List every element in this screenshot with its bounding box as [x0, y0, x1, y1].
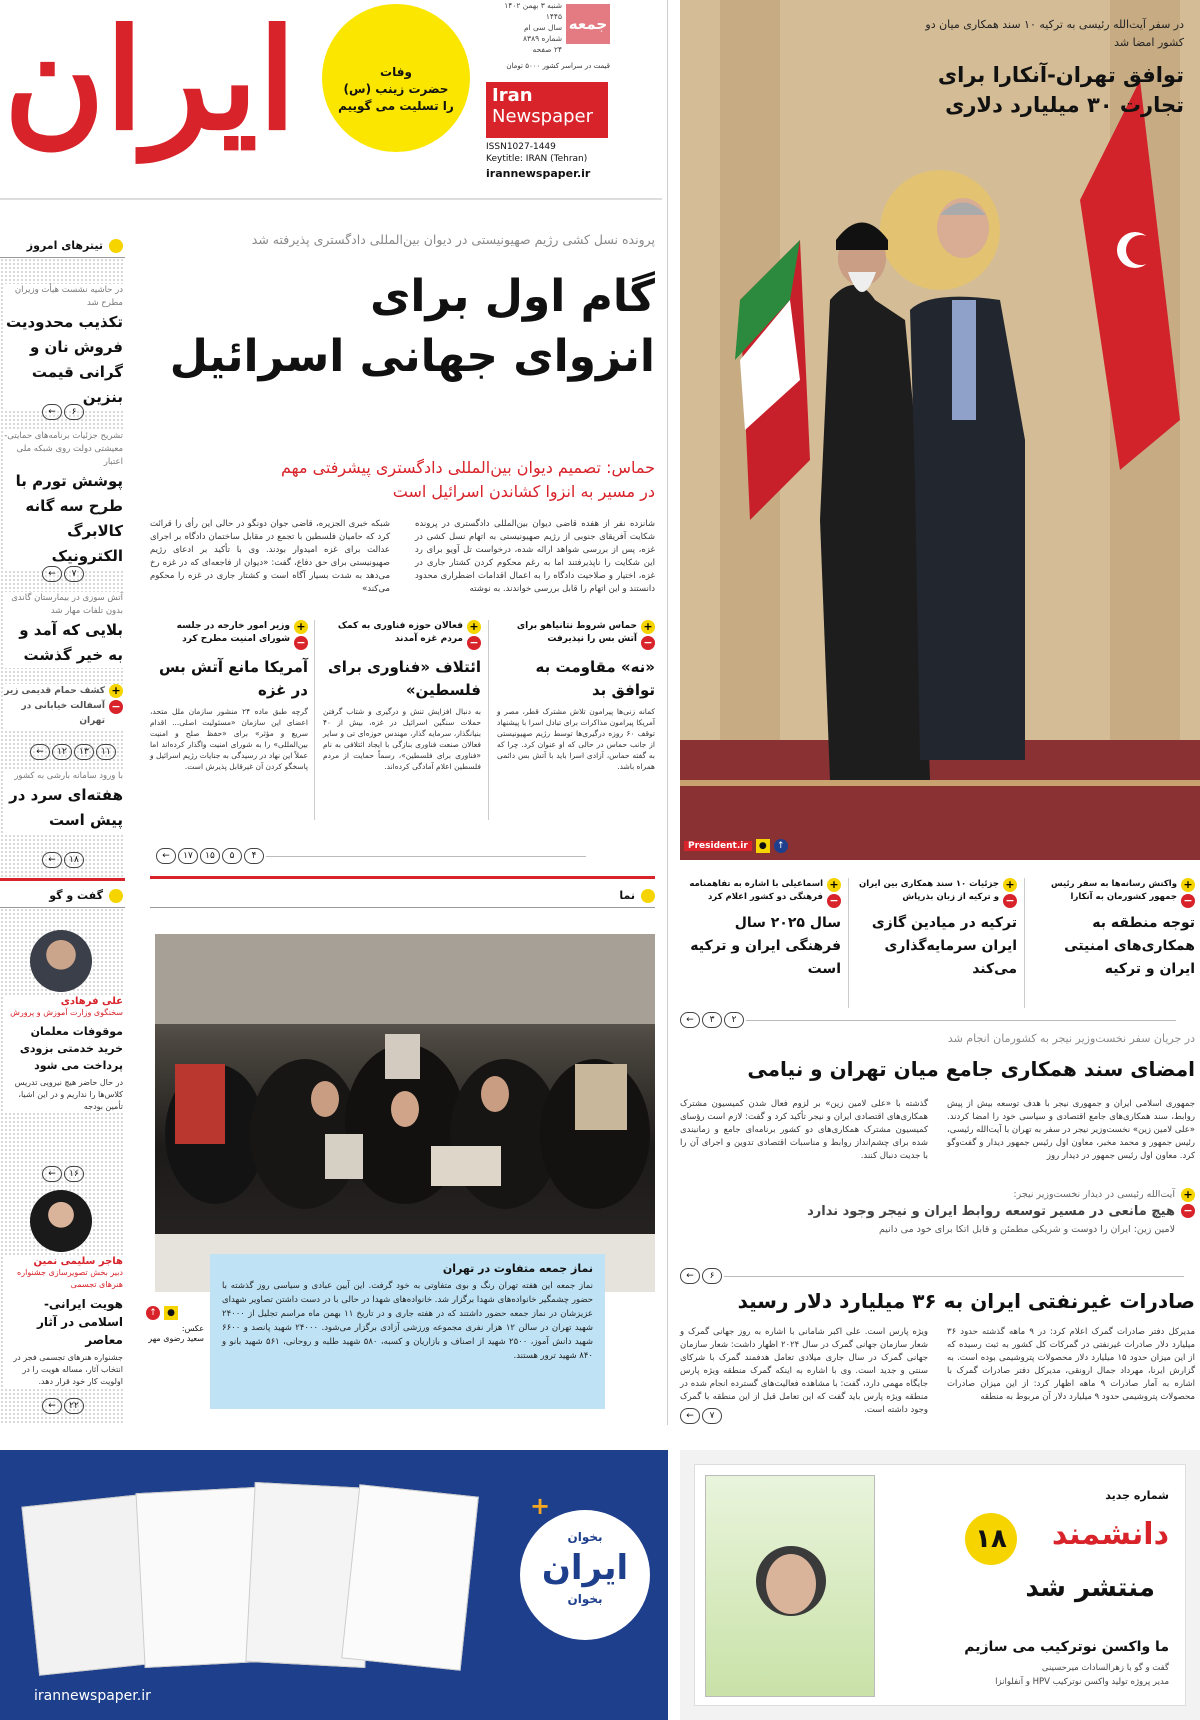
page-nav[interactable] [680, 1268, 1184, 1284]
english-logo [486, 82, 608, 138]
sidebar-item[interactable] [3, 684, 123, 729]
plus-minus-icons [109, 684, 123, 729]
page-number[interactable]: ۷ [702, 1408, 722, 1424]
date-lines [480, 0, 562, 55]
avatar [30, 930, 92, 992]
plus-icon[interactable]: + [109, 684, 123, 698]
yellow-dot-icon [109, 239, 123, 253]
interview-title: موقوفات معلمان خرید خدمتی بزودی پرداخت می شود [19, 1025, 123, 1072]
prev-page-icon[interactable]: ← [42, 1166, 62, 1182]
divider [667, 0, 668, 1425]
niger-quote-title: هیچ مانعی در مسیر توسعه روابط ایران و نیجر وجود ندارد [807, 1204, 1175, 1219]
page-number[interactable]: ۷ [64, 566, 84, 582]
plus-icon[interactable]: + [1181, 878, 1195, 892]
sidebar-item-title: هفته‌ای سرد در پیش است [9, 786, 123, 829]
minus-icon[interactable]: − [827, 894, 841, 908]
page-number[interactable]: ۲۲ [64, 1398, 84, 1414]
english-logo-line: Iran [492, 85, 533, 106]
date-line: سال سی ام [523, 23, 562, 32]
page-nav[interactable] [680, 1408, 722, 1424]
page-nav[interactable] [42, 1166, 84, 1182]
prev-page-icon[interactable]: ← [680, 1012, 700, 1028]
page-nav[interactable] [42, 852, 84, 868]
yellow-dot-icon [109, 889, 123, 903]
minus-icon[interactable]: − [109, 700, 123, 714]
sub-story-title: آمریکا مانع آتش بس در غزه [158, 658, 308, 699]
plus-icon[interactable]: + [641, 620, 655, 634]
brief-kicker: واکنش رسانه‌ها به سفر رئیس جمهور کشورمان به آنکارا [1050, 879, 1177, 902]
condolence-line: حضرت زینب (س) [343, 82, 449, 96]
keytitle: Keytitle: IRAN (Tehran) [486, 154, 588, 164]
page-number[interactable]: ۳ [702, 1012, 722, 1028]
ad-subscribe[interactable] [0, 1450, 668, 1720]
sub-story-body: به دنبال افزایش تنش و درگیری و شتاب گرفتن حملات سنگین اسرائیل در غزه، بیش از ۴۰ بنیانگذار، سرمایه گذار، مهندس حوزه‌ای تی و سایر فعالان صنعت فناوری بنازگی با ایجاد ائتلافی به نام «فناوری برای فلسطین»، رسماً حمایت از مردم فلسطین اعلام آمادگی کرده‌اند. [323, 707, 481, 771]
subscribe-slogan: بخوان [567, 1592, 603, 1606]
sub-story-title: ائتلاف «فناوری برای فلسطین» [328, 658, 481, 699]
divider [746, 1020, 1176, 1021]
minus-icon[interactable]: − [641, 636, 655, 650]
sidebar-today [0, 234, 125, 879]
avatar [30, 1190, 92, 1252]
date-line: ۲۴ صفحه [532, 45, 562, 54]
prev-page-icon[interactable]: ← [680, 1268, 700, 1284]
prev-page-icon[interactable]: ← [42, 852, 62, 868]
page-number[interactable]: ۲ [724, 1012, 744, 1028]
niger-quote-kicker: آیت‌الله رئیسی در دیدار نخست‌وزیر نیجر: [1013, 1189, 1175, 1200]
minus-icon[interactable]: − [1003, 894, 1017, 908]
sidebar-item[interactable] [3, 284, 123, 410]
interview-column [0, 884, 125, 1424]
brief-item[interactable] [681, 878, 841, 981]
export-body-left: ویژه پارس است. علی اکبر شامانی با اشاره به روز جهانی گمرک و شعار سازمان جهانی گمرک در سال ۲۰۲۴ اظهار داشت: شعار سازمان جهانی گمرک در سال جاری میلادی تعامل هدفمند گمرک با شرکای سنتی و جدید است. وی با اشاره به اینکه گمرک منطقه ویژه پارس جایگاه مهمی دارد، گفت: با مشاهده فعالیت‌های گسترده انجام شده در منطقه ویژه پارس باید گفت که این تعامل قبل از این منطقه با گمرک وجود داشته است. [680, 1327, 928, 1415]
photo-credit-name: سعید رضوی مهر [148, 1334, 204, 1343]
sub-story-kicker: وزیر امور خارجه در جلسه شورای امنیت مطرح کرد [176, 621, 290, 644]
page-number[interactable]: ۶ [64, 404, 84, 420]
export-headline: صادرات غیرنفتی ایران به ۳۶ میلیارد دلار رسید [737, 1289, 1195, 1313]
divider [1024, 878, 1025, 1008]
interview-title: هویت ایرانی-اسلامی در آثار معاصر [36, 1297, 123, 1347]
sidebar-header-title: تیترهای امروز [26, 239, 103, 252]
up-arrow-icon[interactable]: ↑ [146, 1306, 160, 1320]
interviewee-name: علی فرهادی [60, 996, 123, 1007]
interviewee-name: هاجر سلیمی نمین [33, 1256, 123, 1267]
ad-magazine-inner [694, 1464, 1186, 1706]
page-number[interactable]: ۱۸ [64, 852, 84, 868]
ad-magazine[interactable] [680, 1450, 1200, 1720]
interviewee-role: دبیر بخش تصویرسازی جشنواره هنرهای تجسمی [17, 1268, 123, 1289]
camera-icon: ● [756, 839, 770, 853]
sub-story-title: «نه» مقاومت به توافق بد [535, 658, 655, 699]
sub-story-kicker: حماس شروط نتانیاهو برای آتش بس را نپذیرفت [516, 621, 637, 644]
lead-headline: انزوای جهانی اسرائیل [169, 331, 655, 382]
lead-kicker: پرونده نسل کشی رژیم صهیونیستی در دیوان بین‌المللی دادگستری پذیرفته شد [251, 232, 655, 247]
interview-item[interactable] [3, 996, 123, 1113]
page-nav[interactable] [680, 1012, 1176, 1028]
nama-caption-title: نماز جمعه متفاوت در تهران [442, 1262, 593, 1275]
sidebar-item[interactable] [3, 770, 123, 833]
lead-story [150, 230, 655, 870]
divider [724, 1276, 1184, 1277]
divider [314, 620, 315, 820]
sidebar-item[interactable] [3, 592, 123, 668]
masthead [0, 0, 612, 180]
date-box: جمعه [566, 4, 610, 44]
magazine-cover-image [705, 1475, 875, 1697]
photo-headline: توافق تهران-آنکارا برای تجارت ۳۰ میلیارد دلاری [937, 63, 1184, 117]
sub-story-kicker: فعالان حوزه فناوری به کمک مردم غزه آمدند [337, 621, 463, 644]
divider [0, 878, 125, 881]
minus-icon[interactable]: − [294, 636, 308, 650]
magazine-title: ما واکسن نوترکیب می سازیم [964, 1639, 1169, 1655]
prev-page-icon[interactable]: ← [42, 404, 62, 420]
issn: ISSN1027-1449 [486, 142, 556, 152]
export-body-right: مدیرکل دفتر صادرات گمرک اعلام کرد: در ۹ ماهه گذشته حدود ۳۶ میلیارد دلار صادرات غیرنفتی در گمرکات کل کشور به ثبت رسیده که از این میزان حدود ۱۵ میلیارد دلار محصولات پتروشیمی بوده است. به گزارش ایرنا، مهرداد جمال ارونقی، مدیرکل دفتر صادرات گمرک با اشاره به آمار صادرات ۹ ماهه اظهار کرد: از این میزان صادرات محصولات پتروشیمی حدود ۹ میلیارد دلار آن مربوط به منطقه [947, 1327, 1195, 1402]
main-photo[interactable] [680, 0, 1200, 860]
prev-page-icon[interactable]: ← [30, 744, 50, 760]
condolence-circle [322, 4, 470, 152]
lead-subhead: در مسیر به انزوا کشاندن اسرائیل است [392, 482, 655, 501]
website: irannewspaper.ir [486, 167, 591, 180]
subscribe-badge [520, 1510, 650, 1640]
photo-scene [680, 0, 1200, 860]
interviewee-role: سخنگوی وزارت آموزش و پرورش [10, 1008, 123, 1017]
page-number[interactable]: ۵ [222, 848, 242, 864]
plus-icon[interactable]: + [1181, 1188, 1195, 1202]
right-briefs [680, 872, 1195, 1025]
page-number[interactable]: ۱۳ [74, 744, 94, 760]
plus-icon: + [530, 1492, 551, 1520]
sidebar-header [0, 234, 125, 258]
page-nav[interactable] [42, 1398, 84, 1414]
nama-caption [210, 1254, 605, 1409]
page-nav[interactable] [42, 404, 84, 420]
photo-kicker: در سفر آیت‌الله رئیسی به ترکیه ۱۰ سند همکاری میان دو کشور امضا شد [925, 18, 1184, 49]
yellow-dot-icon [641, 889, 655, 903]
page-number[interactable]: ۱۲ [52, 744, 72, 760]
sub-story-body: گرچه طبق ماده ۲۴ منشور سازمان ملل متحد، اعضای این سازمان «مسئولیت اصلی... اقدام سریع و مؤثر» برای «حفظ صلح و امنیت بین‌المللی» را به شورای امنیت واگذار کرده‌اند اما عملاً این نهاد در رسیدگی به جنایات رژیم اسرائیل و پاسخگو کردن آن غیرقابل پذیرش است. [150, 707, 308, 771]
sidebar-item-title: پوشش تورم با طرح سه گانه کالابرگ الکترونیک [15, 472, 123, 565]
page-number[interactable]: ۶ [702, 1268, 722, 1284]
photo-credit [680, 838, 788, 854]
divider [0, 198, 662, 200]
sub-story[interactable] [323, 620, 481, 820]
up-arrow-icon[interactable]: ↑ [774, 839, 788, 853]
condolence-line: را تسلیت می گوییم [338, 99, 454, 113]
magazine-sub: مدیر پروژه تولید واکسن نوترکیب HPV و آنفلوانزا [995, 1677, 1169, 1687]
magazine-sub: گفت و گو با زهرالسادات میرحسینی [1041, 1663, 1169, 1673]
magazine-published: منتشر شد [1025, 1573, 1155, 1603]
brief-kicker: اسماعیلی با اشاره به تفاهمنامه فرهنگی دو کشور اعلام کرد [689, 879, 823, 902]
magazine-name: دانشمند [1051, 1517, 1169, 1552]
plus-icon[interactable]: + [1003, 878, 1017, 892]
page-number[interactable]: ۱۱ [96, 744, 116, 760]
subscribe-slogan: ایران [541, 1548, 629, 1588]
nama-header-title: نما [619, 889, 635, 902]
prev-page-icon[interactable]: ← [156, 848, 176, 864]
page-number[interactable]: ۱۵ [200, 848, 220, 864]
nama-caption-body: نماز جمعه این هفته تهران رنگ و بوی متفاوتی به خود گرفت. این آیین عبادی و سیاسی روز گذشته با حضور چشمگیر خانواده‌های شهدا برگزار شد. خانواده‌های شهدا در حالی با در دست داشتن تصاویر شهدای عزیزشان در نماز جمعه حضور داشتند که در هفته جاری و در تاریخ ۱۱ بهمن ماه مراسم تجلیل از ۲۴۰۰۰ شهید تهران در سالن ۱۲ هزار نفری مجموعه ورزشی آزادی برگزار می‌شود. ۲۴۰۰۰ شهید پانصد و ۶۶۰۰ شهید دانش آموز، ۲۵۰۰ شهید از اصناف و بازاریان و کسبه، ۵۸۰ شهید طلبه و روحانی، ۵۶۱ شهید بانو و ۸۴۰ شهید ترور هستند. [222, 1281, 593, 1361]
sidebar-item-title: بلایی که آمد و به خیر گذشت [19, 621, 123, 664]
brief-item[interactable] [1035, 878, 1195, 981]
magazine-issue-badge: ۱۸ [965, 1513, 1017, 1565]
date-line: شماره ۸۳۸۹ [523, 34, 562, 43]
price: قیمت در سراسر کشور ۵۰۰۰ تومان [506, 62, 610, 70]
brief-title: سال ۲۰۲۵ سال فرهنگی ایران و ترکیه است [690, 915, 841, 977]
brief-kicker: جزئیات ۱۰ سند همکاری بین ایران و ترکیه از زبان بذرپاش [858, 879, 999, 902]
prev-page-icon[interactable]: ← [680, 1408, 700, 1424]
interview-item[interactable] [3, 1256, 123, 1388]
lead-body-right: شانزده نفر از هفده قاضی دیوان بین‌المللی دادگستری در پرونده شکایت آفریقای جنوبی از رژیم صهیونیستی به اتهام نسل کشی در غزه، پس از بررسی شواهد ارائه شده، درخواست تل آویو برای رد این شکایت را ناپذیرفتند اما به رغم محکوم کردن کشتار جاری در غزه، اختیار و صلاحیت دادگاه را به اعمال اقدامات اضطراری محدود دانستند و این اتهام را قابل بررسی خواندند. به نوشته [415, 519, 655, 594]
subscribe-slogan: بخوان [567, 1530, 603, 1544]
plus-icon[interactable]: + [294, 620, 308, 634]
magazine-kicker: شماره جدید [1105, 1489, 1169, 1502]
sidebar-item-kicker: در حاشیه نشست هیأت وزیران مطرح شد [14, 285, 123, 308]
lead-subhead: حماس: تصمیم دیوان بین‌المللی دادگستری پیشرفتی مهم [280, 458, 655, 477]
sidebar-item-kicker: آتش سوزی در بیمارستان گاندی بدون تلفات مهار شد [11, 593, 123, 616]
plus-icon[interactable]: + [827, 878, 841, 892]
niger-body-right: جمهوری اسلامی ایران و جمهوری نیجر با هدف توسعه بیش از پیش روابط، سند همکاری‌های جامع اقتصادی و سیاسی خود را امضا کردند. «علی لامین زین» نخست‌وزیر نیجر در سفر به تهران با آیت‌الله رئیسی، رئیس جمهور و محمد مخبر، معاون اول رئیس جمهور دیدار و گفت‌وگو کرد. معاون اول رئیس جمهور در دیدار روز [947, 1099, 1195, 1161]
sidebar-item-kicker: تشریح جزئیات برنامه‌های حمایتی-معیشتی دولت روی شبکه ملی اعتبار [4, 431, 123, 467]
newspaper-stack-image [30, 1470, 470, 1670]
issue-info [480, 0, 610, 180]
photo-credit-label: عکس: [181, 1324, 204, 1333]
logo: ایران [3, 0, 297, 161]
minus-icon[interactable]: − [467, 636, 481, 650]
sidebar-item-kicker: با ورود سامانه بارشی به کشور [14, 771, 123, 781]
minus-icon[interactable]: − [1181, 894, 1195, 908]
brief-item[interactable] [857, 878, 1017, 981]
page-nav[interactable] [30, 744, 116, 760]
sub-story[interactable] [150, 620, 308, 820]
lead-headline: گام اول برای [370, 271, 655, 322]
interview-header-title: گفت و گو [49, 889, 103, 902]
date-line: ۱۴۴۵ [545, 12, 562, 21]
prev-page-icon[interactable]: ← [42, 566, 62, 582]
niger-story [680, 1032, 1195, 1281]
nama-header [150, 884, 655, 908]
page-number[interactable]: ۱۶ [64, 1166, 84, 1182]
ad-website[interactable]: irannewspaper.ir [34, 1688, 151, 1704]
sidebar-item-kicker: کشف حمام قدیمی زیر آسفالت خیابانی در تهران [4, 686, 105, 726]
condolence-line: وفات [380, 65, 412, 79]
divider [266, 856, 586, 857]
nama-section [150, 884, 655, 1424]
prev-page-icon[interactable]: ← [42, 1398, 62, 1414]
date-line: شنبه ۳ بهمن ۱۴۰۲ [504, 1, 562, 10]
brief-title: توجه منطقه به همکاری‌های امنیتی ایران و ترکیه [1064, 915, 1195, 977]
sub-story-body: کمانه زنی‌ها پیرامون تلاش مشترک قطر، مصر و آمریکا پیرامون مذاکرات برای تبادل اسرا با پیشنهاد توقف ۶۰ روزه درگیری‌ها توسط رژیم صهیونیستی از جانب حماس در حالی که او عنوان کرد. چرا که به گفته حماس، آزادی اسرا باید با آتش بس دائمی همراه باشد. [497, 707, 655, 771]
minus-icon[interactable]: − [1181, 1204, 1195, 1218]
photo-credit [146, 1306, 204, 1345]
english-logo-line: Newspaper [492, 106, 593, 127]
crowd-scene [155, 934, 655, 1292]
niger-headline: امضای سند همکاری جامع میان تهران و نیامی [747, 1057, 1195, 1081]
divider [150, 876, 655, 879]
nama-photo[interactable] [155, 934, 655, 1292]
page-nav[interactable] [42, 566, 84, 582]
brief-title: ترکیه در میادین گازی ایران سرمایه‌گذاری می‌کند [871, 915, 1017, 977]
lead-body-left: شبکه خبری الجزیره، قاضی جوان دونگو در حالی این رأی را قرائت کرد که حامیان فلسطین با تجمع در مقابل ساختمان دادگاه بر اجرای عدالت برای غزه امیدوار بودند. وی با تأکید بر ادعای رژیم صهیونیستی برای حق دفاع، گفت: «دیوان از فاجعه‌ای که در غزه رخ می‌دهد به شدت بسیار آگاه است و کشتار جاری در غزه را محکوم می‌کند» [150, 519, 390, 594]
niger-body-left: گذشته با «علی لامین زین» بر لزوم فعال شدن کمیسیون مشترک همکاری‌های اقتصادی ایران و نیجر تأکید کرد و گفت: لازم است رؤسای کمیسیون مشترک همکاری‌های دو کشور برنامه‌ای جامع و زمانبندی شده برای چشم‌انداز روابط و مناسبات اقتصادی تدوین و اجرای آن را با جدیت دنبال کنند. [680, 1099, 928, 1161]
plus-icon[interactable]: + [467, 620, 481, 634]
sidebar-item[interactable] [3, 430, 123, 569]
sidebar-item-title: تکذیب محدودیت فروش نان و گرانی قیمت بنزین [5, 313, 123, 406]
divider [488, 620, 489, 820]
page-number[interactable]: ۴ [244, 848, 264, 864]
page-nav[interactable] [156, 848, 586, 864]
page-number[interactable]: ۱۷ [178, 848, 198, 864]
niger-quote-sub: لامین زین: ایران را دوست و شریکی مطمئن و قابل اتکا برای خود می دانیم [878, 1224, 1175, 1235]
interview-body: جشنواره هنرهای تجسمی فجر در انتخاب آثار، مساله هویت را در اولویت کار خود قرار دهد. [13, 1353, 123, 1386]
interview-header [0, 884, 125, 908]
photo-credit-label: President.ir [684, 841, 752, 851]
divider [848, 878, 849, 1008]
sub-story[interactable] [497, 620, 655, 820]
camera-icon: ● [164, 1306, 178, 1320]
export-story [680, 1286, 1195, 1426]
niger-kicker: در جریان سفر نخست‌وزیر نیجر به کشورمان انجام شد [947, 1032, 1195, 1045]
interview-body: در حال حاضر هیچ نیرویی تدریس کلاس‌ها را نداریم و در این اشیا، تأمین بودجه [14, 1078, 123, 1111]
